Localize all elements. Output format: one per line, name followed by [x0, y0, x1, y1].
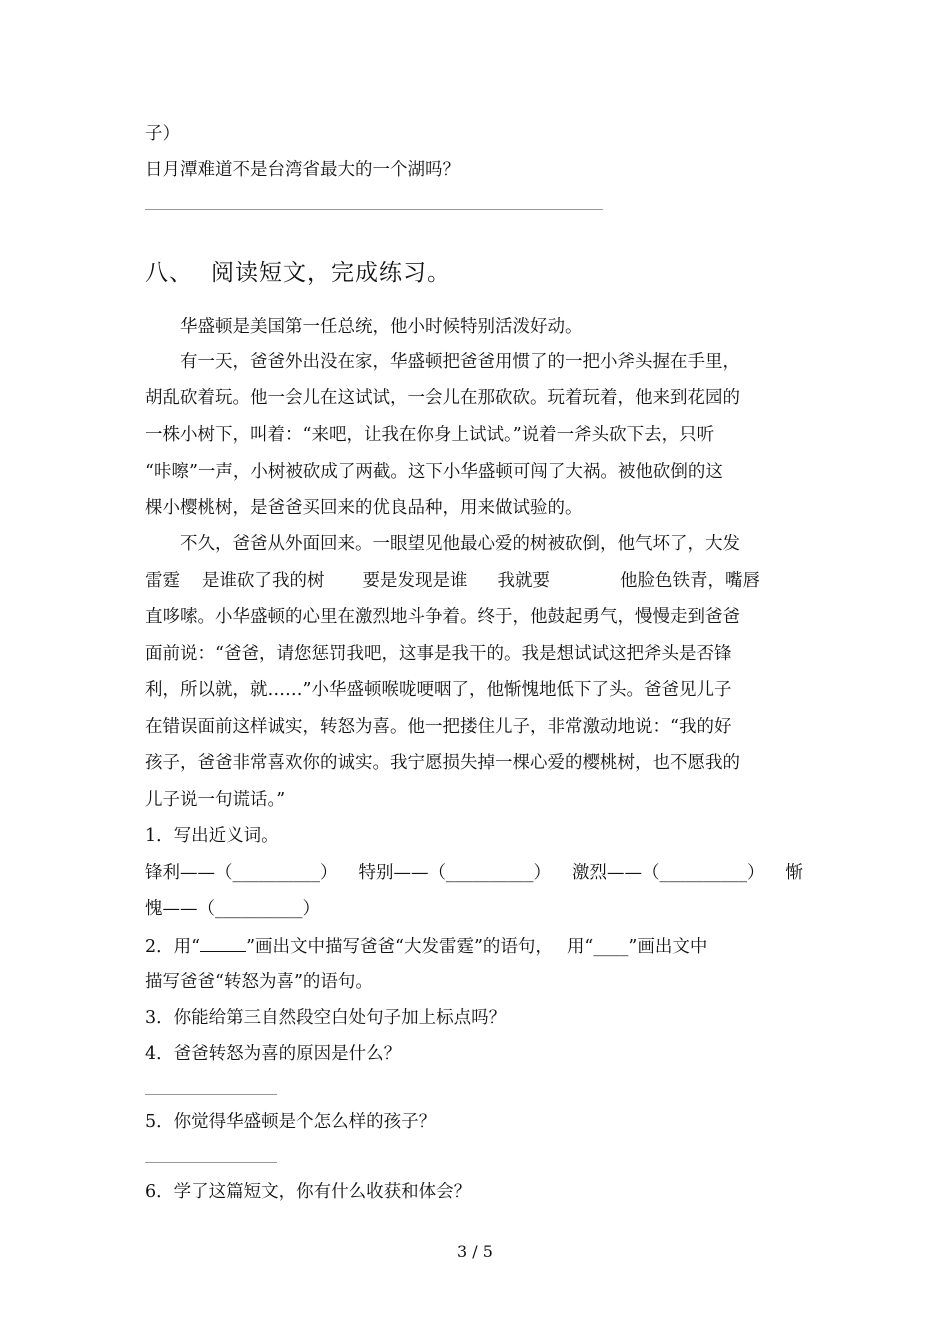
synonym-row: 愧——（__________） [145, 899, 320, 919]
synonym-item: 激烈——（__________） [572, 863, 765, 883]
underline-sample-wavy: ____ [593, 937, 629, 957]
synonym-row [145, 862, 803, 884]
paragraph-line: 不久，爸爸从外面回来。一眼望见他最心爱的树被砍倒，他气坏了，大发 [180, 534, 740, 554]
paragraph-line: 在错误面前这样诚实，转怒为喜。他一把搂住儿子，非常激动地说：“我的好 [145, 717, 732, 737]
paragraph-line: 面前说：“爸爸，请您惩罚我吧，这事是我干的。我是想试试这把斧头是否锋 [145, 644, 732, 664]
answer-line [145, 1162, 277, 1163]
heading-number: 八、 [145, 260, 193, 286]
question-1: 1．写出近义词。 [145, 826, 279, 846]
paragraph-line: 一株小树下，叫着：“来吧，让我在你身上试试。”说着一斧头砍下去，只听 [145, 425, 715, 445]
paragraph-line: 直哆嗦。小华盛顿的心里在激烈地斗争着。终于，他鼓起勇气，慢慢走到爸爸 [145, 607, 740, 627]
question-6: 6．学了这篇短文，你有什么收获和体会？ [145, 1182, 472, 1202]
page-number: 3 / 5 [457, 1242, 493, 1261]
answer-line [145, 209, 603, 210]
text-line: 日月潭难道不是台湾省最大的一个湖吗？ [145, 160, 460, 180]
synonym-item: 锋利——（__________） [145, 863, 338, 883]
paragraph-line: 孩子，爸爸非常喜欢你的诚实。我宁愿损失掉一棵心爱的樱桃树，也不愿我的 [145, 753, 740, 773]
paragraph-line: 利，所以就，就……”小华盛顿喉咙哽咽了，他惭愧地低下了头。爸爸见儿子 [145, 680, 732, 700]
text-segment: 他脸色铁青，嘴唇 [620, 571, 760, 591]
paragraph-line: 胡乱砍着玩。他一会儿在这试试，一会儿在那砍砍。玩着玩着，他来到花园的 [145, 388, 740, 408]
text-segment: 雷霆 [145, 571, 180, 591]
text-segment: 我就要 [497, 571, 550, 591]
synonym-item: 特别——（__________） [358, 863, 551, 883]
question-3: 3．你能给第三自然段空白处句子加上标点吗？ [145, 1008, 507, 1028]
question-5: 5．你觉得华盛顿是个怎么样的孩子？ [145, 1112, 437, 1132]
question-2 [145, 935, 707, 958]
question-4: 4．爸爸转怒为喜的原因是什么？ [145, 1044, 402, 1064]
text-segment: 用“ [566, 937, 594, 957]
underline-sample-solid [200, 935, 246, 952]
text-segment: 2．用“ [145, 937, 201, 957]
text-line: 子） [145, 124, 180, 144]
answer-line [145, 1094, 277, 1095]
paragraph-line-with-blanks [145, 570, 760, 592]
text-segment: 要是发现是谁 [362, 571, 468, 591]
synonym-item: 惭 [785, 863, 803, 883]
paragraph-line: 棵小樱桃树，是爸爸买回来的优良品种，用来做试验的。 [145, 498, 583, 518]
paragraph-line: 儿子说一句谎话。” [145, 790, 286, 810]
question-2-continued: 描写爸爸“转怒为喜”的语句。 [145, 972, 373, 992]
section-heading [145, 258, 451, 288]
heading-text: 阅读短文，完成练习。 [211, 260, 451, 286]
paragraph-line: 有一天，爸爸外出没在家，华盛顿把爸爸用惯了的一把小斧头握在手里， [180, 352, 740, 372]
paragraph-line: “咔嚓”一声，小树被砍成了两截。这下小华盛顿可闯了大祸。被他砍倒的这 [145, 462, 723, 482]
text-segment: 是谁砍了我的树 [202, 571, 325, 591]
text-segment: ”画出文中 [628, 937, 708, 957]
text-segment: ”画出文中描写爸爸“大发雷霆”的语句， [246, 937, 553, 957]
paragraph-line: 华盛顿是美国第一任总统，他小时候特别活泼好动。 [180, 317, 583, 337]
